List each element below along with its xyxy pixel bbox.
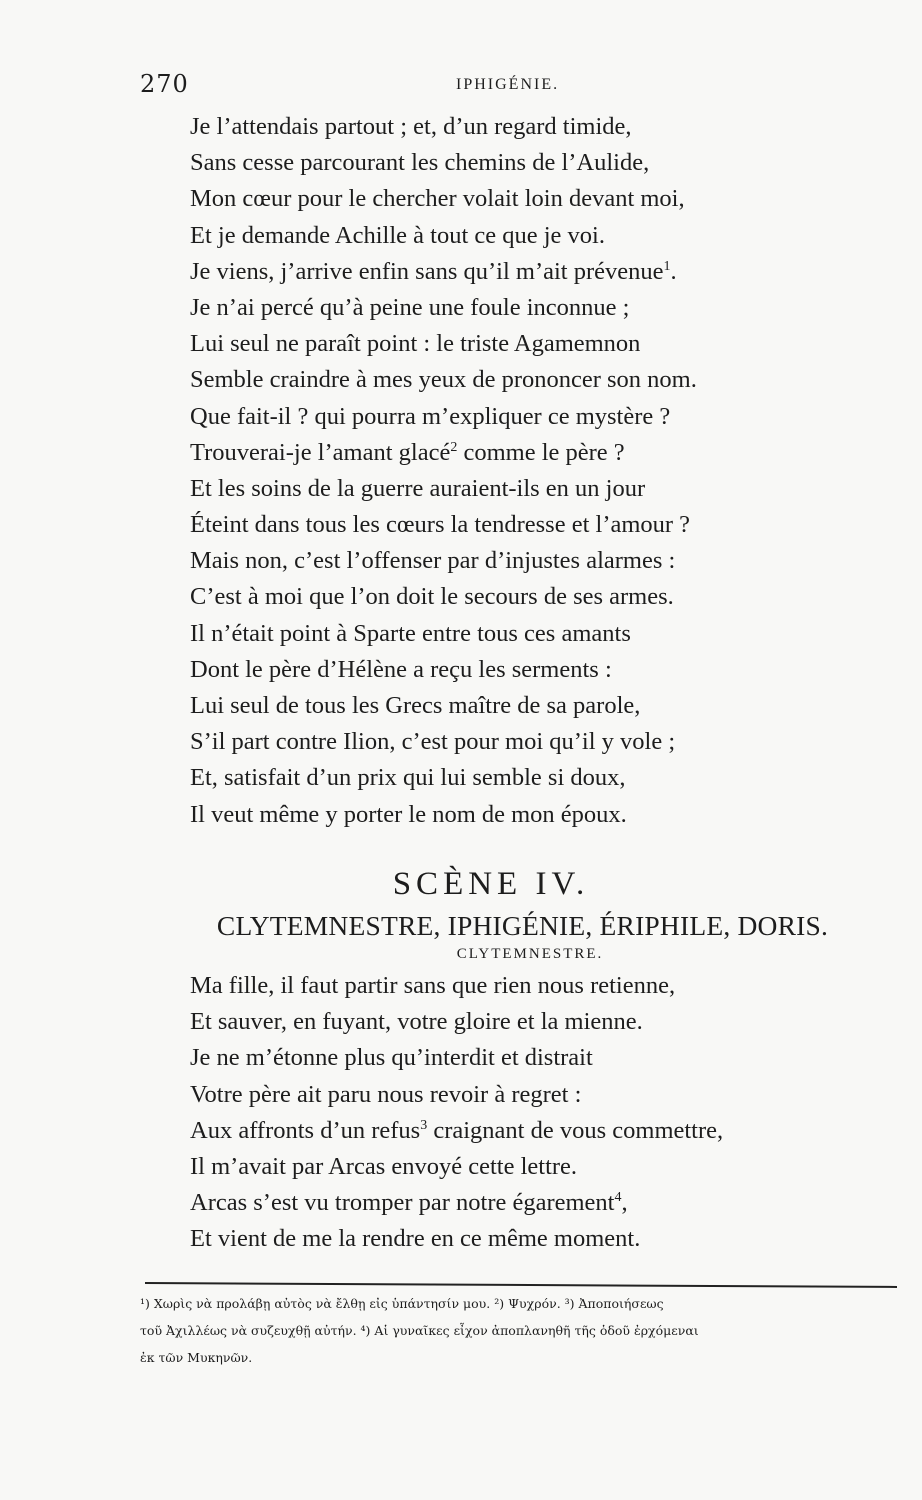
verse-line [190, 797, 890, 833]
verse-text: Il m’avait par Arcas envoyé cette lettre. [190, 1152, 578, 1180]
verse-text: Semble craindre à mes yeux de prononcer son nom. [190, 366, 697, 394]
verse-text: Dont le père d’Hélène a reçu les serments : [190, 655, 612, 683]
verse-line [190, 652, 890, 688]
footnote-marker: 2 [450, 439, 458, 455]
verse-line [190, 1077, 890, 1113]
verse-line [190, 579, 890, 615]
verse-line [190, 109, 890, 145]
verse-line [190, 1149, 890, 1185]
verse-text: Je n’ai percé qu’à peine une foule inconnue ; [190, 293, 630, 321]
footnote-rule [145, 1282, 897, 1288]
verse-line [190, 760, 890, 796]
running-title: IPHIGÉNIE. [456, 76, 560, 93]
footnote-line: τοῦ Ἀχιλλέως νὰ συζευχθῇ αὐτήν. ⁴) Αἱ γυναῖκες εἶχον ἀποπλανηθῆ τῆς ὁδοῦ ἐρχόμεναι [140, 1323, 699, 1338]
verse-text: C’est à moi que l’on doit le secours de ses armes. [190, 583, 674, 611]
verse-line [190, 181, 890, 217]
footnote-line: ¹) Χωρὶς νὰ προλάβῃ αὐτὸς νὰ ἔλθῃ εἰς ὑπάντησίν μου. ²) Ψυχρόν. ³) Ἀποποιήσεως [140, 1296, 664, 1311]
scene-title: SCÈNE IV. [392, 866, 590, 902]
verse-text: Et les soins de la guerre auraient-ils en un jour [190, 474, 646, 502]
verse-line [190, 326, 890, 362]
verse-line [190, 616, 890, 652]
verse-text: Arcas s’est vu tromper par notre égarement [190, 1189, 615, 1217]
verse-line [190, 362, 890, 398]
verse-text: Je viens, j’arrive enfin sans qu’il m’ait prévenue [190, 257, 664, 285]
verse-line [190, 145, 890, 181]
verse-text: Sans cesse parcourant les chemins de l’Aulide, [190, 149, 650, 177]
verse-line [190, 543, 890, 579]
page-number: 270 [140, 70, 189, 98]
verse-text-continuation: . [670, 257, 677, 285]
verse-text: Aux affronts d’un refus [190, 1116, 421, 1144]
verse-text: Et, satisfait d’un prix qui lui semble si doux, [190, 764, 626, 792]
verse-text: Lui seul de tous les Grecs maître de sa parole, [190, 692, 641, 719]
footnote-marker: 4 [614, 1189, 622, 1205]
verse-line [190, 1221, 890, 1257]
verse-text: Et je demande Achille à tout ce que je voi. [190, 221, 605, 249]
verse-line [190, 507, 890, 543]
verse-text: Il veut même y porter le nom de mon époux. [190, 800, 627, 828]
verse-text: Votre père ait paru nous revoir à regret : [190, 1080, 582, 1108]
verse-line [190, 1185, 890, 1221]
verse-text: Mon cœur pour le chercher volait loin devant moi, [190, 185, 685, 213]
scene-characters: CLYTEMNESTRE, IPHIGÉNIE, ÉRIPHILE, DORIS. [216, 910, 829, 941]
verse-text: Je ne m’étonne plus qu’interdit et distrait [190, 1044, 593, 1072]
verse-text: Que fait-il ? qui pourra m’expliquer ce mystère ? [190, 402, 671, 430]
verse-block-after [190, 968, 890, 1258]
verse-line [190, 724, 890, 760]
verse-text: S’il part contre Ilion, c’est pour moi qu’il y vole ; [190, 728, 676, 756]
verse-line [190, 435, 890, 471]
verse-text: Mais non, c’est l’offenser par d’injustes alarmes : [190, 547, 676, 575]
verse-text: Il n’était point à Sparte entre tous ces amants [190, 619, 631, 647]
page-header [140, 70, 820, 104]
verse-text-continuation: craignant de vous commettre, [427, 1116, 724, 1144]
verse-line [190, 254, 890, 290]
verse-line [190, 1040, 890, 1076]
verse-line [190, 688, 890, 724]
verse-line [190, 968, 890, 1004]
verse-line [190, 471, 890, 507]
footnotes [140, 1290, 910, 1371]
verse-text: Éteint dans tous les cœurs la tendresse et l’amour ? [190, 511, 691, 539]
footnote-marker: 1 [663, 258, 671, 274]
footnote-marker: 3 [420, 1117, 428, 1133]
verse-text: Je l’attendais partout ; et, d’un regard timide, [190, 113, 632, 140]
verse-text: Lui seul ne paraît point : le triste Agamemnon [190, 330, 641, 358]
verse-line [190, 290, 890, 326]
speaker-name: CLYTEMNESTRE. [456, 946, 604, 962]
verse-line [190, 218, 890, 254]
verse-text-continuation: comme le père ? [457, 438, 625, 466]
verse-line [190, 399, 890, 435]
verse-line [190, 1004, 890, 1040]
footnote-line: ἐκ τῶν Μυκηνῶν. [140, 1350, 253, 1365]
verse-text: Et sauver, en fuyant, votre gloire et la mienne. [190, 1008, 643, 1036]
verse-line [190, 1113, 890, 1149]
verse-text: Ma fille, il faut partir sans que rien nous retienne, [190, 972, 676, 999]
verse-block-before [190, 109, 890, 833]
verse-text: Trouverai-je l’amant glacé [190, 438, 451, 466]
verse-text-continuation: , [621, 1189, 628, 1217]
verse-text: Et vient de me la rendre en ce même moment. [190, 1225, 641, 1253]
